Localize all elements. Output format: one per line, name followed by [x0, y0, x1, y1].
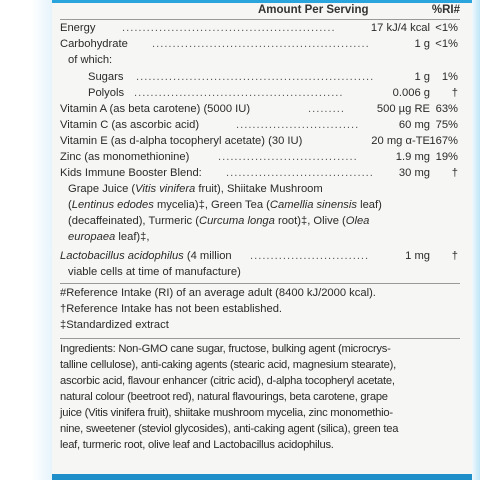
nutrient-label: Sugars — [88, 71, 124, 83]
label-bottom-band — [52, 474, 472, 480]
package-edge-right — [472, 0, 480, 480]
nutrient-ri: † — [451, 250, 458, 262]
amount-per-serving-header: Amount Per Serving — [258, 4, 369, 16]
nutrient-row-carbohydrate: Carbohydrate ..................................................... 1 g <1% — [60, 38, 458, 50]
nutrient-label: Lactobacillus acidophilus (4 million — [60, 250, 232, 262]
ingredients-line: talline cellulose), anti-caking agents (stearic acid, magnesium stearate), — [60, 359, 396, 371]
ri-header: %RI# — [431, 4, 460, 16]
footnote-standardized: ‡Standardized extract — [60, 319, 169, 331]
nutrient-value: 1.9 mg — [395, 151, 430, 163]
nutrient-row-zinc: Zinc (as monomethionine) .................................. 1.9 mg 19% — [60, 151, 458, 163]
blend-line-2: (Lentinus edodes mycelia)‡, Green Tea (Camellia sinensis leaf) — [68, 199, 382, 211]
nutrient-ri: 75% — [435, 119, 458, 131]
label-top-band — [52, 0, 472, 3]
ingredients-line: natural colour (beetroot red), natural flavourings, beta carotene, grape — [60, 391, 388, 403]
ingredients-line: ascorbic acid, flavour enhancer (citric acid), d-alpha tocopheryl acetate, — [60, 375, 395, 387]
blend-line-1: Grape Juice (Vitis vinifera fruit), Shiitake Mushroom — [68, 183, 323, 195]
nutrient-label: of which: — [68, 54, 113, 66]
ingredients-line: leaf, turmeric root, olive leaf and Lactobacillus acidophilus. — [60, 439, 334, 451]
footnote-ri: #Reference Intake (RI) of an average adult (8400 kJ/2000 kcal). — [60, 287, 376, 299]
nutrient-label: Zinc (as monomethionine) — [60, 151, 190, 163]
nutrient-label: Carbohydrate — [60, 38, 128, 50]
nutrient-value: 1 mg — [405, 250, 430, 262]
nutrient-row-vitamin-e — [60, 135, 460, 148]
ingredients-line: Ingredients: Non-GMO cane sugar, fructose, bulking agent (microcrys- — [60, 343, 391, 355]
lactobacillus-note: viable cells at time of manufacture) — [68, 266, 241, 278]
nutrient-value: 30 mg — [398, 167, 430, 179]
nutrient-label: Polyols — [88, 87, 125, 99]
nutrient-row-energy: Energy .................................................... 17 kJ/4 kcal <1% — [60, 22, 458, 34]
footnote-divider — [60, 283, 460, 284]
nutrient-row-immune-blend: Kids Immune Booster Blend: .................................... 30 mg † — [60, 167, 458, 179]
nutrient-label: Vitamin A (as beta carotene) (5000 IU) — [60, 103, 251, 115]
nutrient-value: 1 g — [414, 38, 430, 50]
nutrient-value: 20 mg α-TE — [371, 135, 430, 147]
nutrient-ri: † — [451, 167, 458, 179]
package-edge-left — [0, 0, 52, 480]
nutrient-row-vitamin-a: Vitamin A (as beta carotene) (5000 IU) ......... 500 µg RE 63% — [60, 103, 458, 115]
nutrient-value: 500 µg RE — [376, 103, 430, 115]
nutrient-ri: 167% — [429, 135, 458, 147]
nutrient-row-sugars: Sugars .......................................................... 1 g 1% — [88, 71, 458, 83]
header-divider — [60, 19, 460, 20]
footnote-not-established: †Reference Intake has not been established. — [60, 303, 283, 315]
table-header — [60, 4, 460, 18]
nutrient-ri: <1% — [435, 22, 458, 34]
nutrient-label: Kids Immune Booster Blend: — [60, 167, 202, 179]
ingredients-line: nine, sweetener (steviol glycosides), anti-caking agent (silica), green tea — [60, 423, 399, 435]
nutrient-row-lactobacillus: Lactobacillus acidophilus (4 million ............................. 1 mg † — [60, 250, 458, 262]
nutrient-ri: 1% — [441, 71, 458, 83]
nutrient-row-of-which — [60, 54, 460, 67]
nutrient-value: 0.006 g — [392, 87, 430, 99]
ingredients-line: juice (Vitis vinifera fruit), shiitake mushroom mycelia, zinc monomethio- — [60, 407, 393, 419]
nutrient-label: Vitamin E (as d-alpha tocopheryl acetate) (30 IU) — [60, 135, 303, 147]
nutrient-value: 60 mg — [398, 119, 430, 131]
nutrient-row-polyols: Polyols ................................................... 0.006 g † — [88, 87, 458, 99]
nutrient-ri: <1% — [435, 38, 458, 50]
nutrient-value: 17 kJ/4 kcal — [370, 22, 430, 34]
nutrient-ri: 63% — [435, 103, 458, 115]
blend-line-4: europaea leaf)‡, — [68, 231, 150, 243]
nutrient-ri: 19% — [435, 151, 458, 163]
ingredients-divider — [60, 338, 460, 339]
nutrient-value: 1 g — [414, 71, 430, 83]
blend-line-3: (decaffeinated), Turmeric (Curcuma longa root)‡, Olive (Olea — [68, 215, 370, 227]
nutrient-row-vitamin-c: Vitamin C (as ascorbic acid) .............................. 60 mg 75% — [60, 119, 458, 131]
nutrient-label: Vitamin C (as ascorbic acid) — [60, 119, 200, 131]
nutrient-label: Energy — [60, 22, 96, 34]
nutrient-ri: † — [451, 87, 458, 99]
